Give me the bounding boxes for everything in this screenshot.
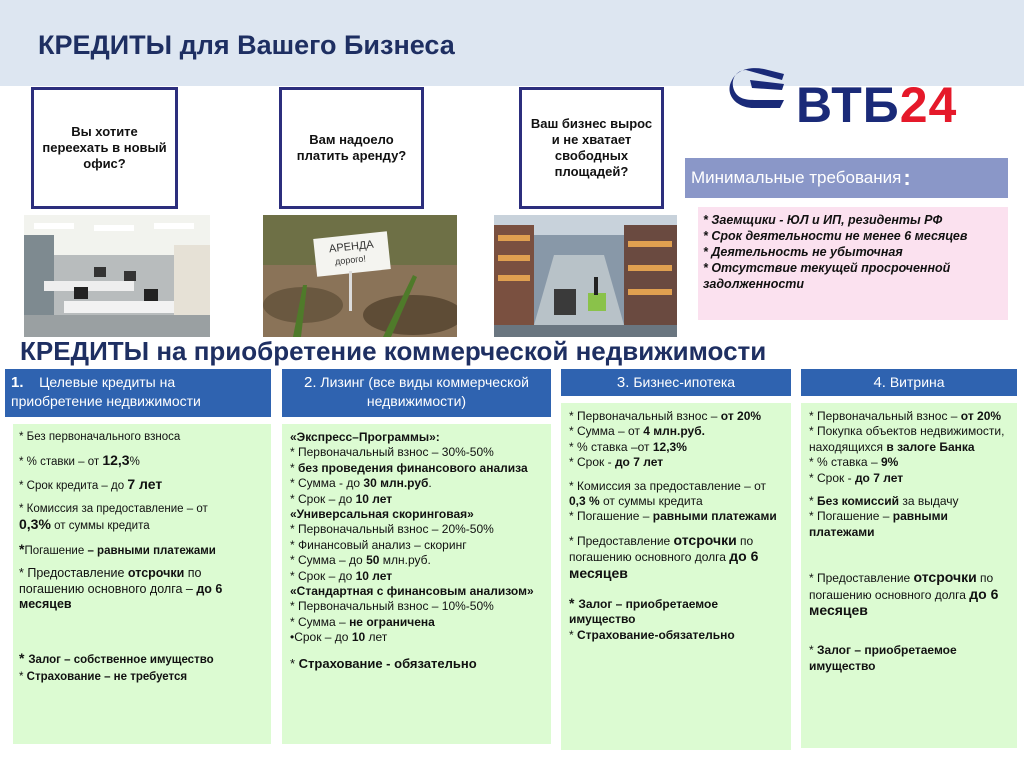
card-line: * Срок – до 10 лет (290, 568, 393, 583)
column-number: 3. (616, 374, 630, 391)
column-number: 1. (11, 374, 24, 391)
requirements-header (685, 158, 1008, 198)
card-line: * Предоставление отсрочки по погашению основного долга до 6 месяцев (809, 569, 999, 619)
card-line: «Универсальная скоринговая» (290, 507, 474, 522)
card-line: •Срок – до 10 лет (290, 630, 388, 645)
card-line: * Страхование - обязательно (290, 655, 477, 671)
column-title: Лизинг (320, 374, 365, 390)
card-line: * Комиссия за предоставление – от 0,3% от суммы кредита (19, 502, 208, 532)
office-photo (24, 215, 210, 337)
rent-sign-text-1: АРЕНДА (328, 238, 375, 256)
card-showcase (801, 403, 1017, 748)
card-line: * Первоначальный взнос – 20%-50% (290, 522, 494, 537)
card-line: * Залог – приобретаемое имущество (569, 595, 719, 627)
card-line: *Погашение – равными платежами (19, 540, 216, 557)
card-line: * Страхование-обязательно (569, 627, 735, 642)
column-header-4 (801, 369, 1017, 396)
rent-sign-photo (263, 215, 457, 337)
requirement-item: * Отсутствие текущей просроченной задолженности (703, 261, 951, 291)
question-box-space (519, 87, 664, 209)
requirements-title: Минимальные требования (691, 168, 902, 187)
card-line: * Погашение – равными платежами (809, 509, 948, 539)
card-line: * % ставка – 9% (809, 455, 899, 470)
card-line: * Срок - до 7 лет (569, 455, 664, 470)
requirement-item: * Заемщики - ЮЛ и ИП, резиденты РФ (703, 213, 943, 227)
column-header-3 (561, 369, 791, 396)
card-line: * Срок кредита – до 7 лет (19, 476, 163, 492)
column-number: 2. (304, 374, 317, 391)
column-header-2 (282, 369, 551, 417)
card-line: * Погашение – равными платежами (569, 509, 777, 524)
card-line: * без проведения финансового анализа (290, 460, 528, 475)
card-line: * Сумма – до 50 млн.руб. (290, 553, 431, 568)
question-box-rent (279, 87, 424, 209)
card-line: * Сумма – не ограничена (290, 614, 435, 629)
card-line: «Экспресс–Программы»: (290, 430, 440, 444)
card-line: * Без первоначального взноса (19, 431, 181, 443)
column-subtitle: (все виды коммерческой недвижимости) (366, 374, 529, 409)
card-target-loans (13, 424, 271, 744)
logo-24-text: 24 (899, 77, 958, 133)
requirements-box (698, 207, 1008, 320)
card-line: * Первоначальный взнос – 10%-50% (290, 599, 494, 614)
card-line: * Залог – приобретаемое имущество (809, 643, 957, 673)
column-title: Целевые кредиты на приобретение недвижимости (11, 374, 201, 409)
card-leasing (282, 424, 551, 744)
card-line: * Первоначальный взнос – от 20% (809, 409, 1002, 423)
card-line: * Срок - до 7 лет (809, 470, 904, 485)
card-line: * Срок – до 10 лет (290, 491, 393, 506)
card-line: * % ставка –от 12,3% (569, 439, 687, 454)
column-title: Бизнес-ипотека (633, 374, 736, 390)
card-business-mortgage (561, 403, 791, 750)
page-title: КРЕДИТЫ для Вашего Бизнеса (38, 30, 455, 60)
column-number: 4. (873, 374, 886, 391)
card-line: * Предоставление отсрочки по погашению основного долга – до 6 месяцев (19, 566, 223, 611)
card-line: * % ставки – от 12,3% (19, 451, 140, 468)
question-text: Вы хотите переехать в новый офис? (42, 124, 167, 171)
column-title: Витрина (889, 374, 945, 390)
vtb24-logo (728, 62, 998, 142)
logo-vtb-text: ВТБ (796, 77, 900, 133)
requirement-item: * Деятельность не убыточная (703, 245, 903, 259)
card-line: * Страхование – не требуется (19, 671, 188, 683)
card-line: * Первоначальный взнос – от 20% (569, 409, 762, 423)
warehouse-photo (494, 215, 677, 337)
column-header-1 (5, 369, 271, 417)
vtb-wave-icon (728, 66, 788, 114)
card-line: * Залог – собственное имущество (19, 649, 214, 666)
card-line: * Предоставление отсрочки по погашению основного долга до 6 месяцев (569, 531, 759, 581)
question-box-office (31, 87, 178, 209)
requirements-colon: : (903, 165, 911, 190)
card-line: * Без комиссий за выдачу (809, 494, 959, 509)
rent-sign-text-2: дорого! (334, 253, 367, 267)
card-line: * Покупка объектов недвижимости, находящихся в залоге Банка (809, 424, 1005, 454)
card-line: * Комиссия за предоставление – от 0,3 % от суммы кредита (569, 478, 766, 509)
card-line: * Сумма – от 4 млн.руб. (569, 424, 705, 439)
card-line: * Финансовый анализ – скоринг (290, 537, 467, 552)
question-text: Вам надоело платить аренду? (296, 132, 407, 163)
card-line: * Сумма - до 30 млн.руб. (290, 476, 432, 491)
card-line: * Первоначальный взнос – 30%-50% (290, 445, 494, 460)
section-title: КРЕДИТЫ на приобретение коммерческой недвижимости (20, 336, 767, 366)
requirement-item: * Срок деятельности не менее 6 месяцев (703, 229, 968, 243)
question-text: Ваш бизнес вырос и не хватает свободных площадей? (530, 116, 653, 179)
card-line: «Стандартная с финансовым анализом» (290, 584, 534, 599)
